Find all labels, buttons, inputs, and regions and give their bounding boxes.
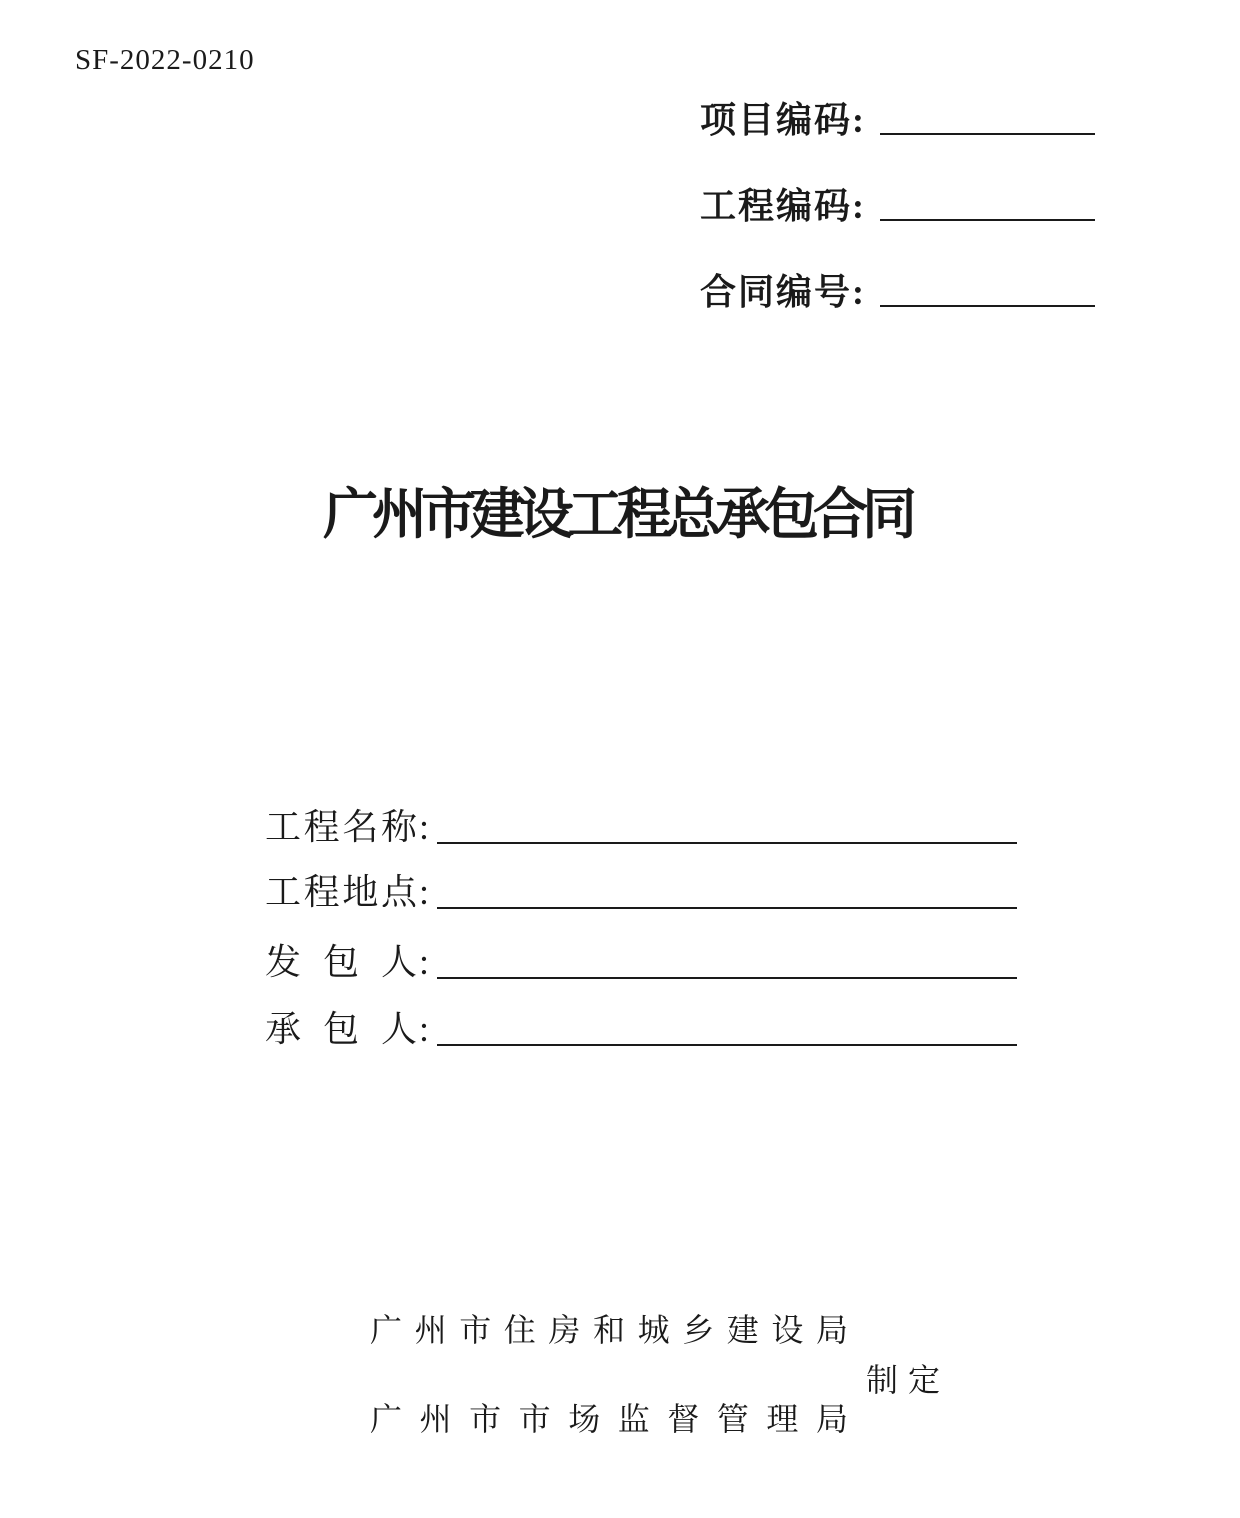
engineering-code-row	[700, 186, 1095, 227]
issued-by-label: 制定	[866, 1362, 951, 1398]
project-location-colon: :	[419, 872, 430, 912]
project-location-blank	[437, 899, 1017, 909]
engineering-code-blank	[880, 219, 1095, 221]
form-code: SF-2022-0210	[75, 44, 255, 76]
project-name-label: 工程名称	[265, 807, 417, 847]
contractor-blank	[437, 1036, 1017, 1046]
contractor-row	[265, 1009, 1017, 1050]
project-location-label: 工程地点	[265, 872, 417, 912]
project-code-blank	[880, 133, 1095, 135]
issuing-agency-market-regulation-bureau: 广州市市场监督管理局	[370, 1401, 848, 1437]
project-name-row	[265, 807, 1017, 848]
document-title: 广州市建设工程总承包合同	[322, 484, 911, 545]
project-code-row	[700, 100, 1095, 141]
contractor-colon: :	[419, 1009, 430, 1049]
project-name-blank	[437, 834, 1017, 844]
employer-blank	[437, 969, 1017, 979]
employer-label: 发包人	[265, 942, 417, 982]
contract-number-label: 合同编号:	[700, 272, 866, 312]
project-name-colon: :	[419, 807, 430, 847]
project-location-row	[265, 872, 1017, 913]
engineering-code-label: 工程编码:	[700, 186, 866, 226]
employer-row	[265, 942, 1017, 983]
project-code-label: 项目编码:	[700, 100, 866, 140]
contract-number-row	[700, 272, 1095, 313]
contractor-label: 承包人	[265, 1009, 417, 1049]
issuing-agency-housing-bureau: 广州市住房和城乡建设局	[370, 1312, 848, 1348]
employer-colon: :	[419, 942, 430, 982]
contract-number-blank	[880, 305, 1095, 307]
